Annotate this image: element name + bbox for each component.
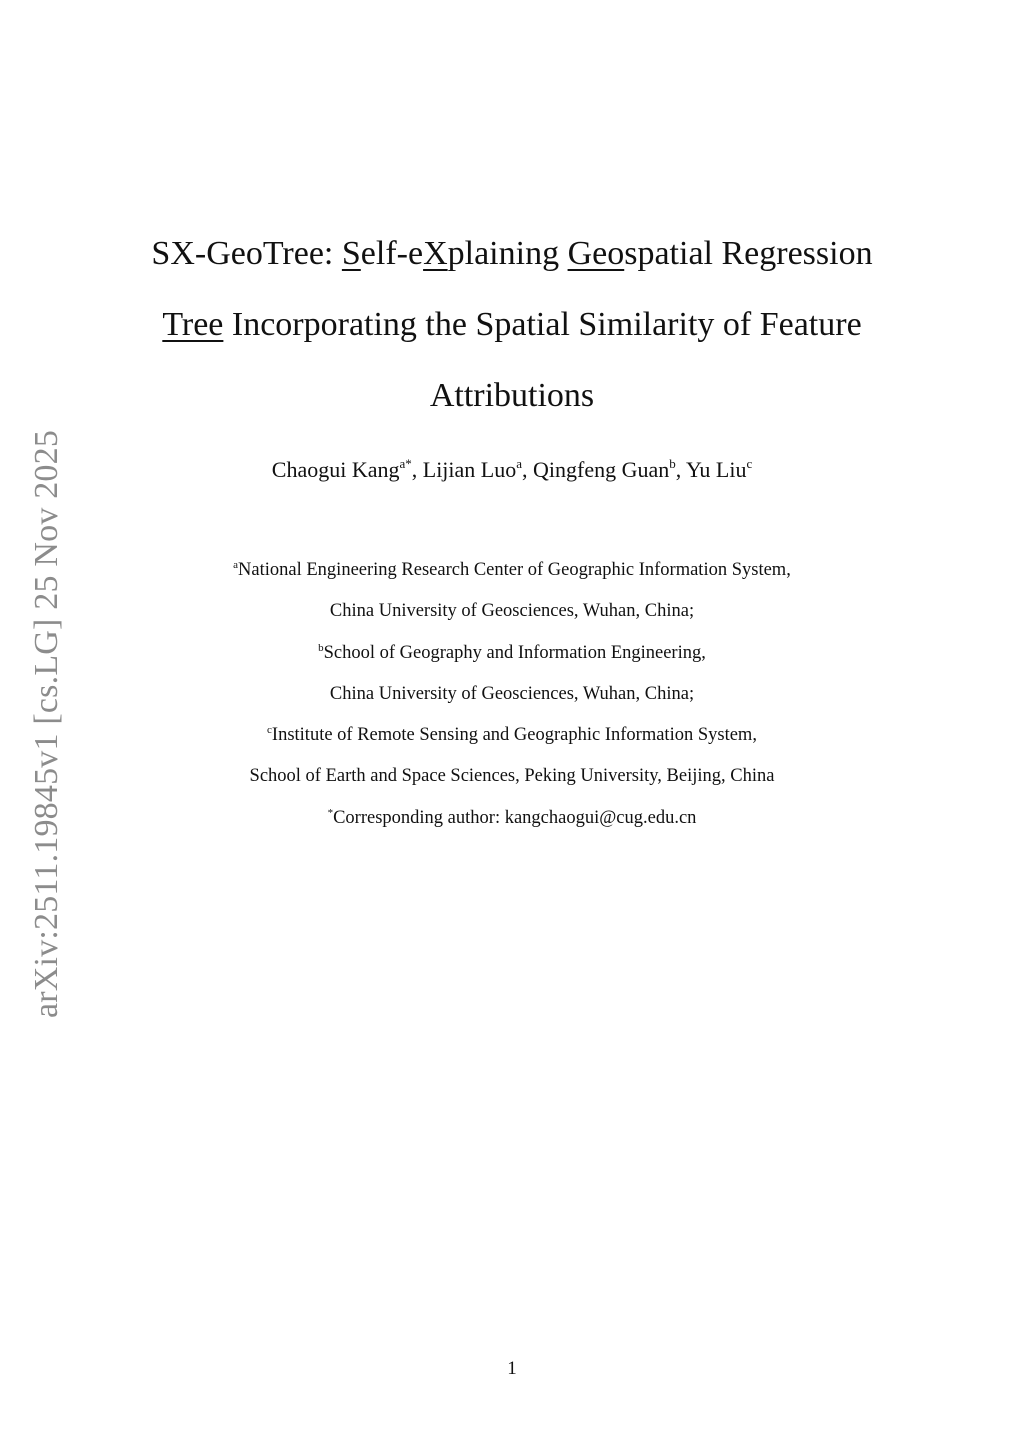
affiliation-line: $^c$Institute of Remote Sensing and Geographic Information System, xyxy=(267,724,757,746)
title-line-1: SX-GeoTree: Self-eXplaining Geospatial Regression xyxy=(151,235,873,272)
affiliation-line: $^b$School of Geography and Information Engineering, xyxy=(318,641,706,663)
title-line-2: Tree Incorporating the Spatial Similarity of Feature xyxy=(162,306,862,343)
author: Chaogui Kang$^{a*}$, xyxy=(271,456,423,482)
affiliation-line: China University of Geosciences, Wuhan, China; xyxy=(329,683,695,704)
author: Qingfeng Guan$^b$, xyxy=(533,456,686,482)
affiliation-line: China University of Geosciences, Wuhan, China; xyxy=(329,601,695,622)
author-list xyxy=(112,454,912,486)
page-number: 1 xyxy=(507,1358,517,1379)
title-line-3: Attributions xyxy=(429,377,595,414)
author: Lijian Luo$^a$, xyxy=(422,456,534,482)
arxiv-side-stamp: arXiv:2511.19845v1 [cs.LG] 25 Nov 2025 xyxy=(28,429,65,1019)
affiliation-line: $^a$National Engineering Research Center of Geographic Information System, xyxy=(233,559,791,580)
corresponding-author-line: *Corresponding author: kangchaogui@cug.edu.cn xyxy=(327,806,697,828)
author: Yu Liu$^c$ xyxy=(685,456,753,482)
affiliation-list xyxy=(112,550,912,839)
paper-title xyxy=(112,218,912,431)
affiliation-line: School of Earth and Space Sciences, Peking University, Beijing, China xyxy=(249,766,775,787)
